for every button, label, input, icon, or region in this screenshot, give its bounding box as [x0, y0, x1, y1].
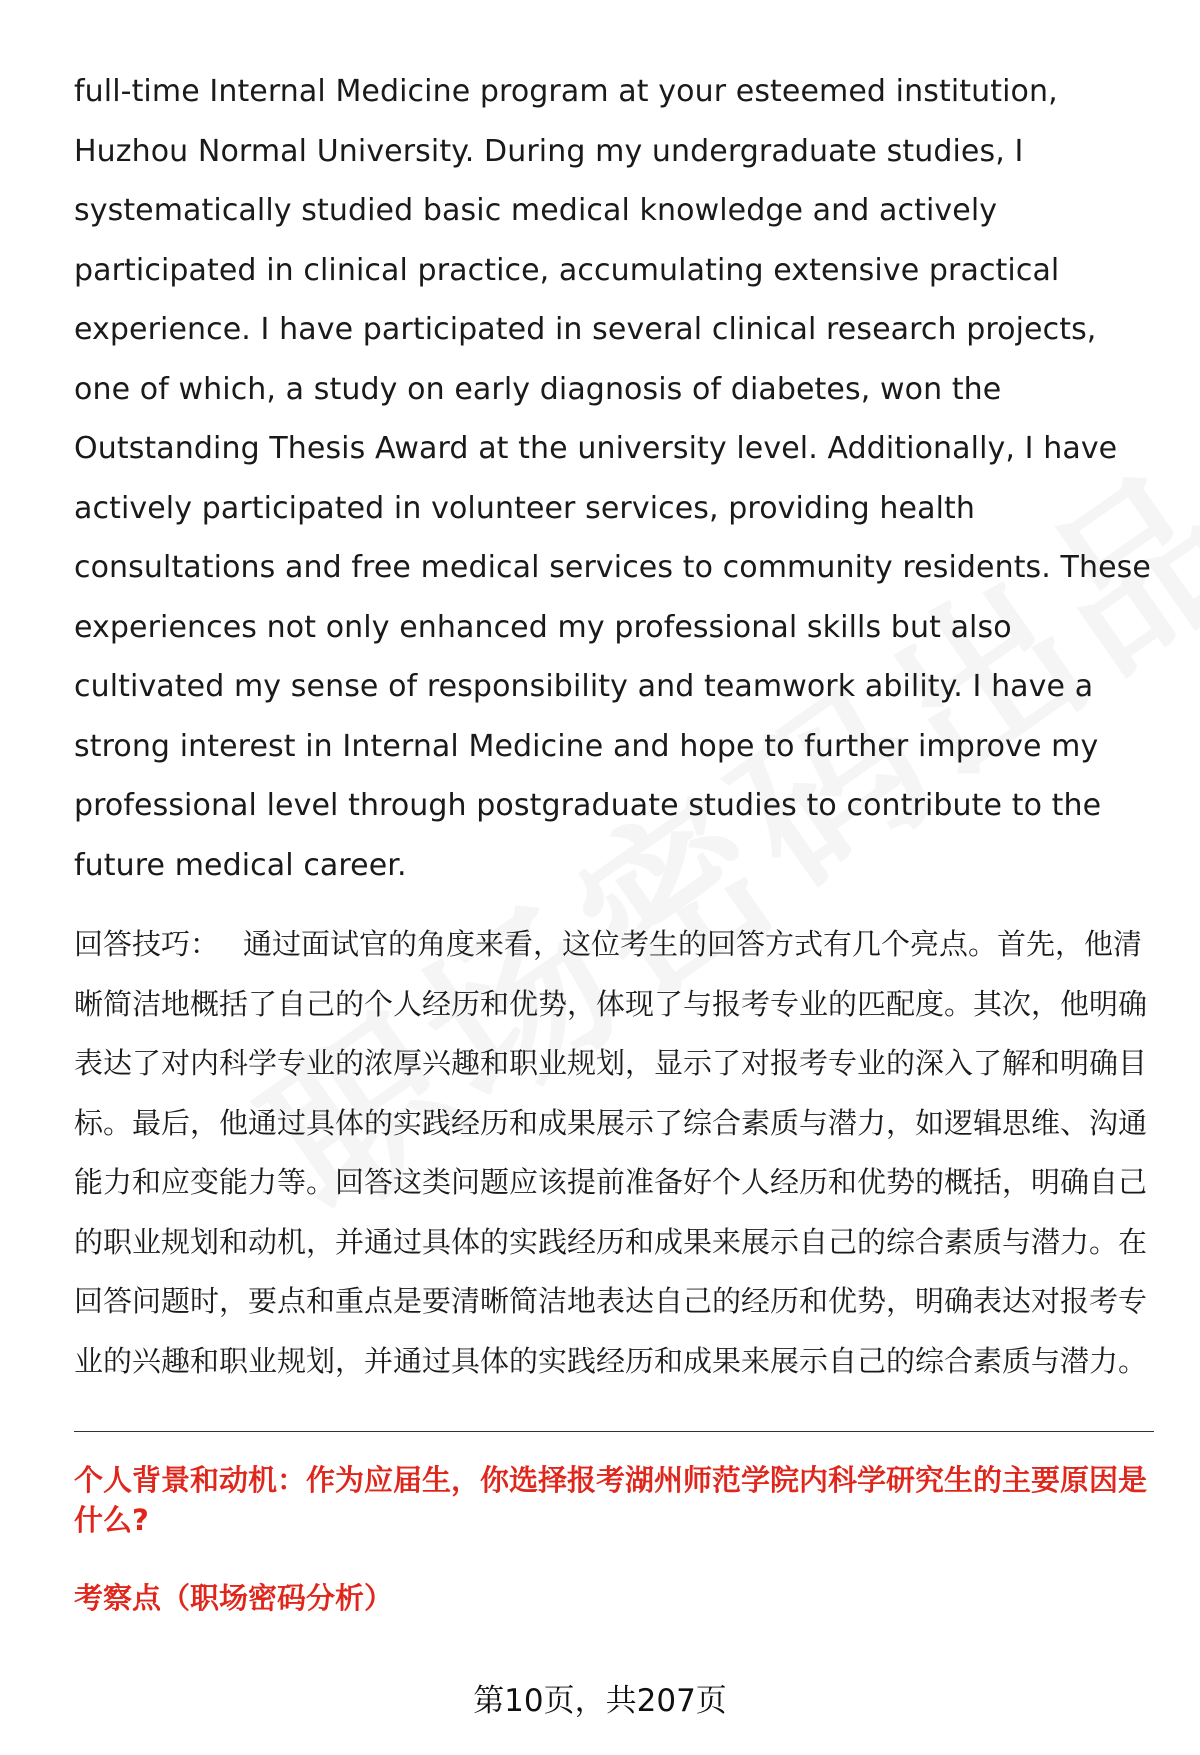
- answer-tip-paragraph: [74, 915, 1154, 1391]
- question-heading: 个人背景和动机：作为应届生，你选择报考湖州师范学院内科学研究生的主要原因是什么?: [74, 1463, 1148, 1537]
- document-body: [74, 62, 1154, 1618]
- answer-tip-label: 回答技巧：: [74, 927, 220, 961]
- english-answer-paragraph: full-time Internal Medicine program at your esteemed institution, Huzhou Normal University. During my undergraduate studies, I systematically studied basic medical knowledge and actively participated in clinical practice, accumulating extensive practical experience. I have participated in several clinical research projects, one of which, a study on early diagnosis of diabetes, won the Outstanding Thesis Award at the university level. Additionally, I have actively participated in volunteer services, providing health consultations and free medical services to community residents. These experiences not only enhanced my professional skills but also cultivated my sense of responsibility and teamwork ability. I have a strong interest in Internal Medicine and hope to further improve my professional level through postgraduate studies to contribute to the future medical career.: [74, 74, 1151, 883]
- section-divider: [74, 1431, 1154, 1432]
- section-title: 考察点（职场密码分析）: [74, 1581, 394, 1615]
- page-number: 第10页，共207页: [473, 1683, 727, 1719]
- answer-tip-text: 通过面试官的角度来看，这位考生的回答方式有几个亮点。首先，他清晰简洁地概括了自己的个人经历和优势，体现了与报考专业的匹配度。其次，他明确表达了对内科学专业的浓厚兴趣和职业规划，显示了对报考专业的深入了解和明确目标。最后，他通过具体的实践经历和成果展示了综合素质与潜力，如逻辑思维、沟通能力和应变能力等。回答这类问题应该提前准备好个人经历和优势的概括，明确自己的职业规划和动机，并通过具体的实践经历和成果来展示自己的综合素质与潜力。在回答问题时，要点和重点是要清晰简洁地表达自己的经历和优势，明确表达对报考专业的兴趣和职业规划，并通过具体的实践经历和成果来展示自己的综合素质与潜力。: [74, 927, 1148, 1378]
